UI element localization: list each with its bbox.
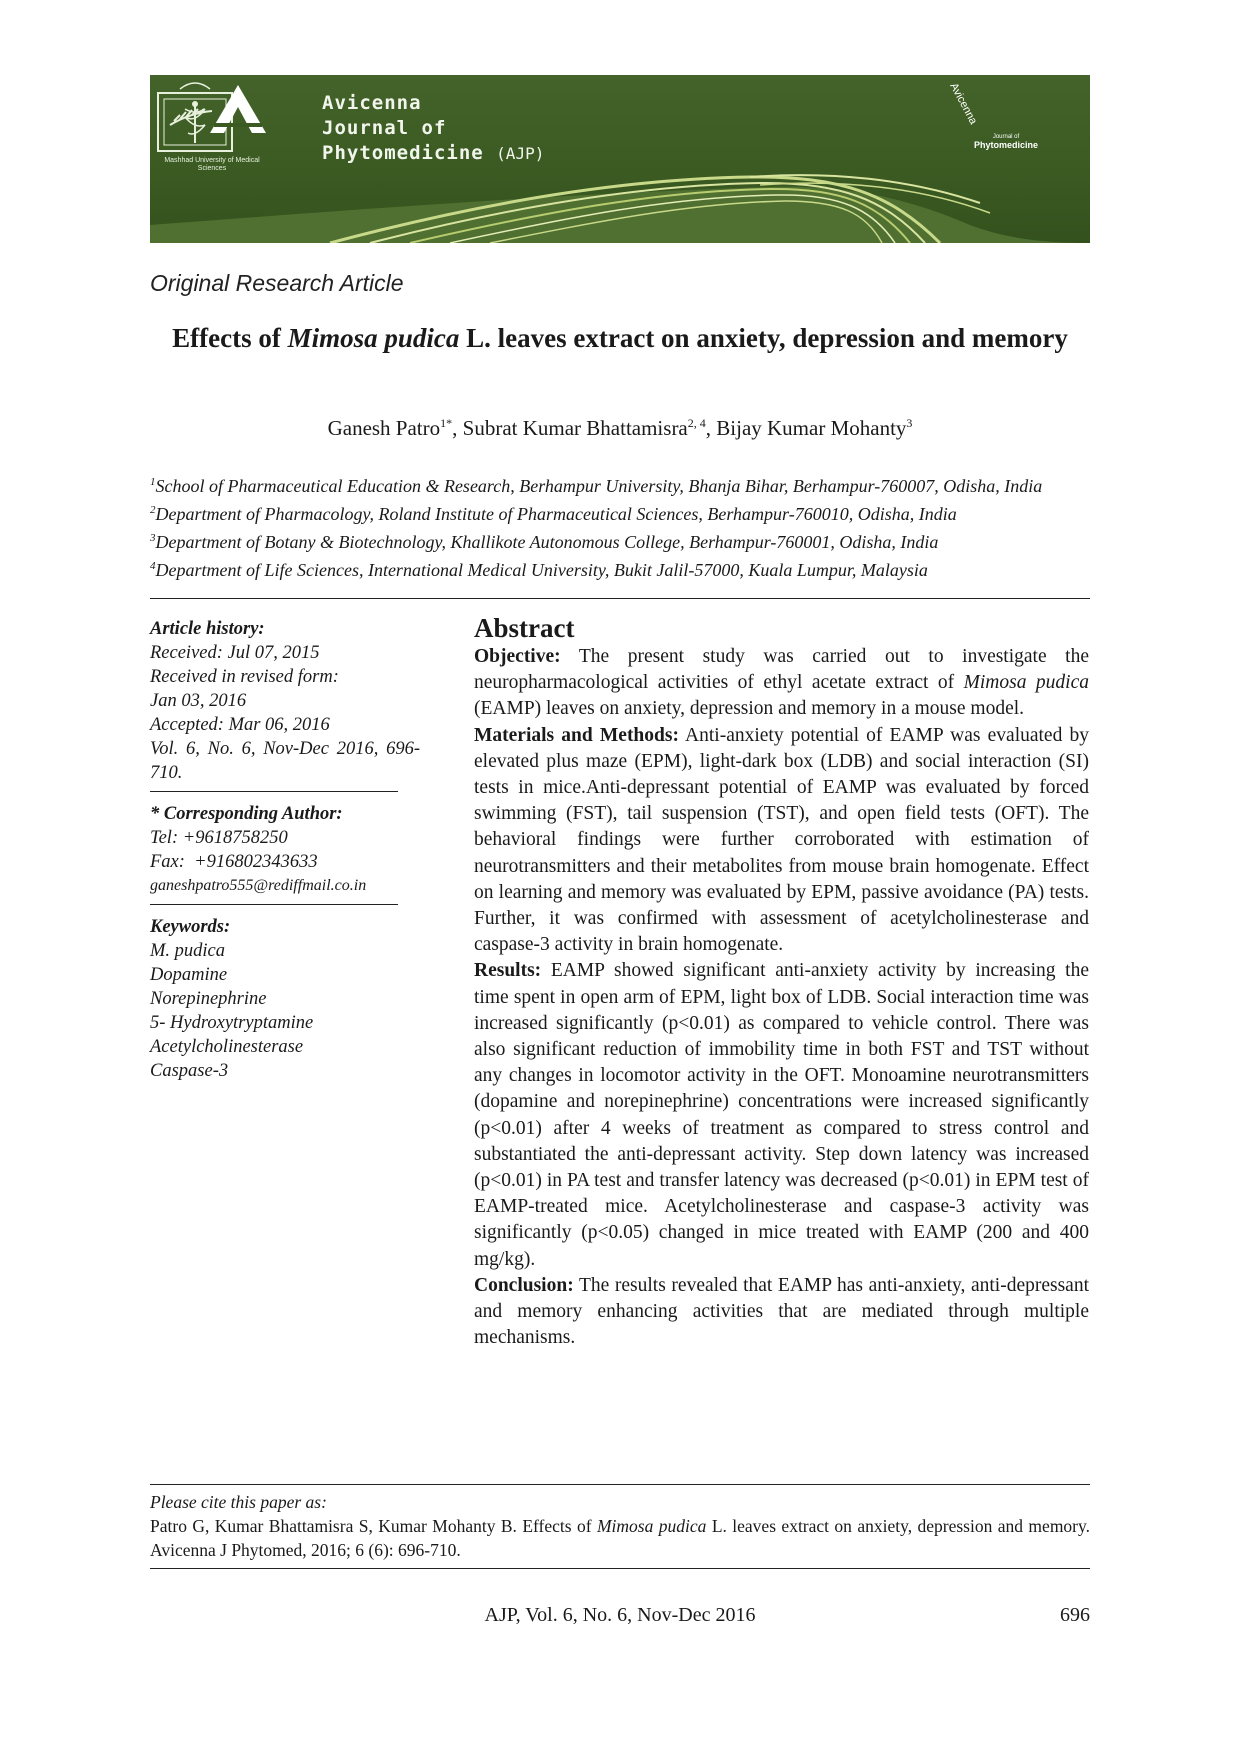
paper-title (150, 321, 1090, 355)
corresponding-email: ganeshpatro555@rediffmail.co.in (150, 877, 367, 894)
affiliation-list (150, 470, 1090, 582)
author-name: Bijay Kumar Mohanty (716, 416, 907, 440)
affiliation (150, 526, 1090, 554)
title-species: Mimosa pudica (287, 323, 460, 353)
author-name: Subrat Kumar Bhattamisra (462, 416, 688, 440)
title-part1: Effects of (172, 323, 288, 353)
corresponding-tel: Tel: +9618758250 (150, 828, 288, 848)
abstract-heading: Abstract (474, 613, 575, 643)
conclusion-label: Conclusion: (474, 1274, 574, 1296)
university-caption: Mashhad University of Medical Sciences (164, 157, 260, 172)
objective-species: Mimosa pudica (963, 672, 1089, 694)
author (463, 416, 717, 440)
author-affiliation-mark: 2, 4 (687, 416, 706, 430)
author (716, 416, 912, 440)
page-number: 696 (1060, 1604, 1090, 1626)
revised-label: Received in revised form: (150, 667, 339, 687)
objective-text: The present study was carried out to investigate the neuropharmacological activities of ethyl acetate extract of (474, 646, 1089, 694)
methods-text: Anti-anxiety potential of EAMP was evaluated by elevated plus maze (EPM), light-dark box (LDB) and social interaction (SI) tests in mice.Anti-depressant potential of EAMP was evaluated by forced swimming (FST), tail suspension (TST), and open field tests (OFT). The behavioral findings were further corroborated with estimation of neurotransmitters and their metabolites from mouse brain homogenate. Effect on learning and memory was evaluated by EPM, passive avoidance (PA) tests. Further, it was confirmed with assessment of acetylcholinesterase and caspase-3 activity in brain homogenate. (474, 724, 1089, 956)
keyword: Caspase-3 (150, 1061, 229, 1081)
affiliation-text: School of Pharmaceutical Education & Research, Berhampur University, Bhanja Bihar, Berhampur-760007, Odisha, India (155, 476, 1043, 496)
corresponding-fax: Fax: +916802343633 (150, 852, 318, 872)
author-name: Ganesh Patro (327, 416, 441, 440)
citation-top-divider (150, 1484, 1090, 1485)
title-part2: L. leaves extract on anxiety, depression and memory (459, 323, 1068, 353)
keyword: Acetylcholinesterase (150, 1037, 304, 1057)
citation-text: Patro G, Kumar Bhattamisra S, Kumar Mohanty B. Effects of (150, 1516, 597, 1536)
sidebar-divider (150, 904, 398, 905)
journal-name-line3-text: Phytomedicine (322, 142, 484, 164)
author-separator: , (705, 416, 717, 440)
results-text: EAMP showed significant anti-anxiety activity by increasing the time spent in open arm of EPM, light box of LDB. Social interaction time was increased significantly (p<0.01) as compared to vehicle control. There was also significant reduction of immobility time in both FST and TST without any changes in locomotor activity in the OFT. Monoamine neurotransmitters (dopamine and norepinephrine) concentrations were increased significantly (p<0.01) after 4 weeks of treatment as compared to stress control and substantiated the anti-depressant activity. Step down latency was increased (p<0.01) in PA test and transfer latency was decreased (p<0.01) in EPM test of EAMP-treated mice. Acetylcholinesterase and caspase-3 activity was significantly (p<0.05) changed in mice treated with EAMP (200 and 400 mg/kg). (474, 960, 1089, 1270)
history-heading: Article history: (150, 619, 265, 639)
abstract-conclusion (474, 1273, 1089, 1352)
keyword: Norepinephrine (150, 989, 267, 1009)
citation-species: Mimosa pudica (596, 1516, 707, 1536)
keyword: Dopamine (150, 965, 228, 985)
objective-text-end: (EAMP) leaves on anxiety, depression and memory in a mouse model. (474, 698, 1025, 720)
footer-journal-info: AJP, Vol. 6, No. 6, Nov-Dec 2016 (484, 1604, 756, 1626)
accepted-date: Accepted: Mar 06, 2016 (150, 715, 330, 735)
citation-box (150, 1490, 1090, 1562)
abstract-methods (474, 723, 1089, 959)
citation-text-end: L. leaves extract on anxiety, depression and memory. Avicenna J Phytomed, 2016; 6 (6): 696-710. (150, 1516, 1090, 1560)
journal-name-line3 (322, 141, 544, 166)
received-date: Received: Jul 07, 2015 (150, 643, 320, 663)
author-list (150, 416, 1090, 441)
abstract-results (474, 958, 1089, 1272)
journal-banner (150, 75, 1090, 243)
ajp-logo-arc-text: Avicenna (947, 81, 980, 127)
article-type: Original Research Article (150, 270, 404, 296)
abstract-section (474, 612, 1089, 1351)
author (328, 416, 463, 440)
affiliation-text: Department of Pharmacology, Roland Institute of Pharmaceutical Sciences, Berhampur-760010, Odisha, India (155, 504, 957, 524)
author-affiliation-mark: 3 (906, 416, 913, 430)
keywords-heading: Keywords: (150, 917, 231, 937)
journal-abbreviation: (AJP) (496, 144, 545, 163)
results-label: Results: (474, 960, 542, 982)
affiliation-text: Department of Life Sciences, International Medical University, Bukit Jalil-57000, Kuala Lumpur, Malaysia (155, 560, 928, 580)
objective-label: Objective: (474, 646, 561, 667)
affiliation-mark: 3 (150, 532, 156, 544)
volume-info: Vol. 6, No. 6, Nov-Dec 2016, 696-710. (150, 739, 420, 783)
keyword: 5- Hydroxytryptamine (150, 1013, 314, 1033)
header-divider (150, 598, 1090, 599)
affiliation-mark: 2 (150, 504, 156, 516)
keyword: M. pudica (150, 941, 226, 961)
journal-name-line1: Avicenna (322, 92, 422, 114)
affiliation-mark: 4 (150, 560, 156, 572)
corresponding-heading: * Corresponding Author: (150, 804, 343, 824)
affiliation (150, 498, 1090, 526)
revised-date: Jan 03, 2016 (150, 691, 247, 711)
article-info-sidebar (150, 617, 420, 1083)
ajp-logo-caption-small: Journal of (992, 134, 1020, 140)
journal-name-line2: Journal of (322, 117, 447, 139)
ajp-logo-caption (950, 133, 1062, 149)
journal-name (322, 91, 544, 166)
affiliation (150, 554, 1090, 582)
affiliation (150, 470, 1090, 498)
ajp-logo-caption-big: Phytomedicine (973, 140, 1038, 150)
conclusion-text: The results revealed that EAMP has anti-anxiety, anti-depressant and memory enhancing activities that are mediated through multiple mechanisms. (474, 1274, 1089, 1349)
affiliation-text: Department of Botany & Biotechnology, Khallikote Autonomous College, Berhampur-760001, Odisha, India (155, 532, 939, 552)
methods-label: Materials and Methods: (474, 724, 679, 746)
abstract-objective (474, 644, 1089, 723)
ajp-logo-icon (150, 75, 300, 175)
affiliation-mark: 1 (150, 476, 156, 488)
citation-bottom-divider (150, 1568, 1090, 1569)
author-affiliation-mark: 1* (440, 416, 453, 430)
author-separator: , (452, 416, 463, 440)
citation-label: Please cite this paper as: (150, 1492, 327, 1512)
sidebar-divider (150, 791, 398, 792)
